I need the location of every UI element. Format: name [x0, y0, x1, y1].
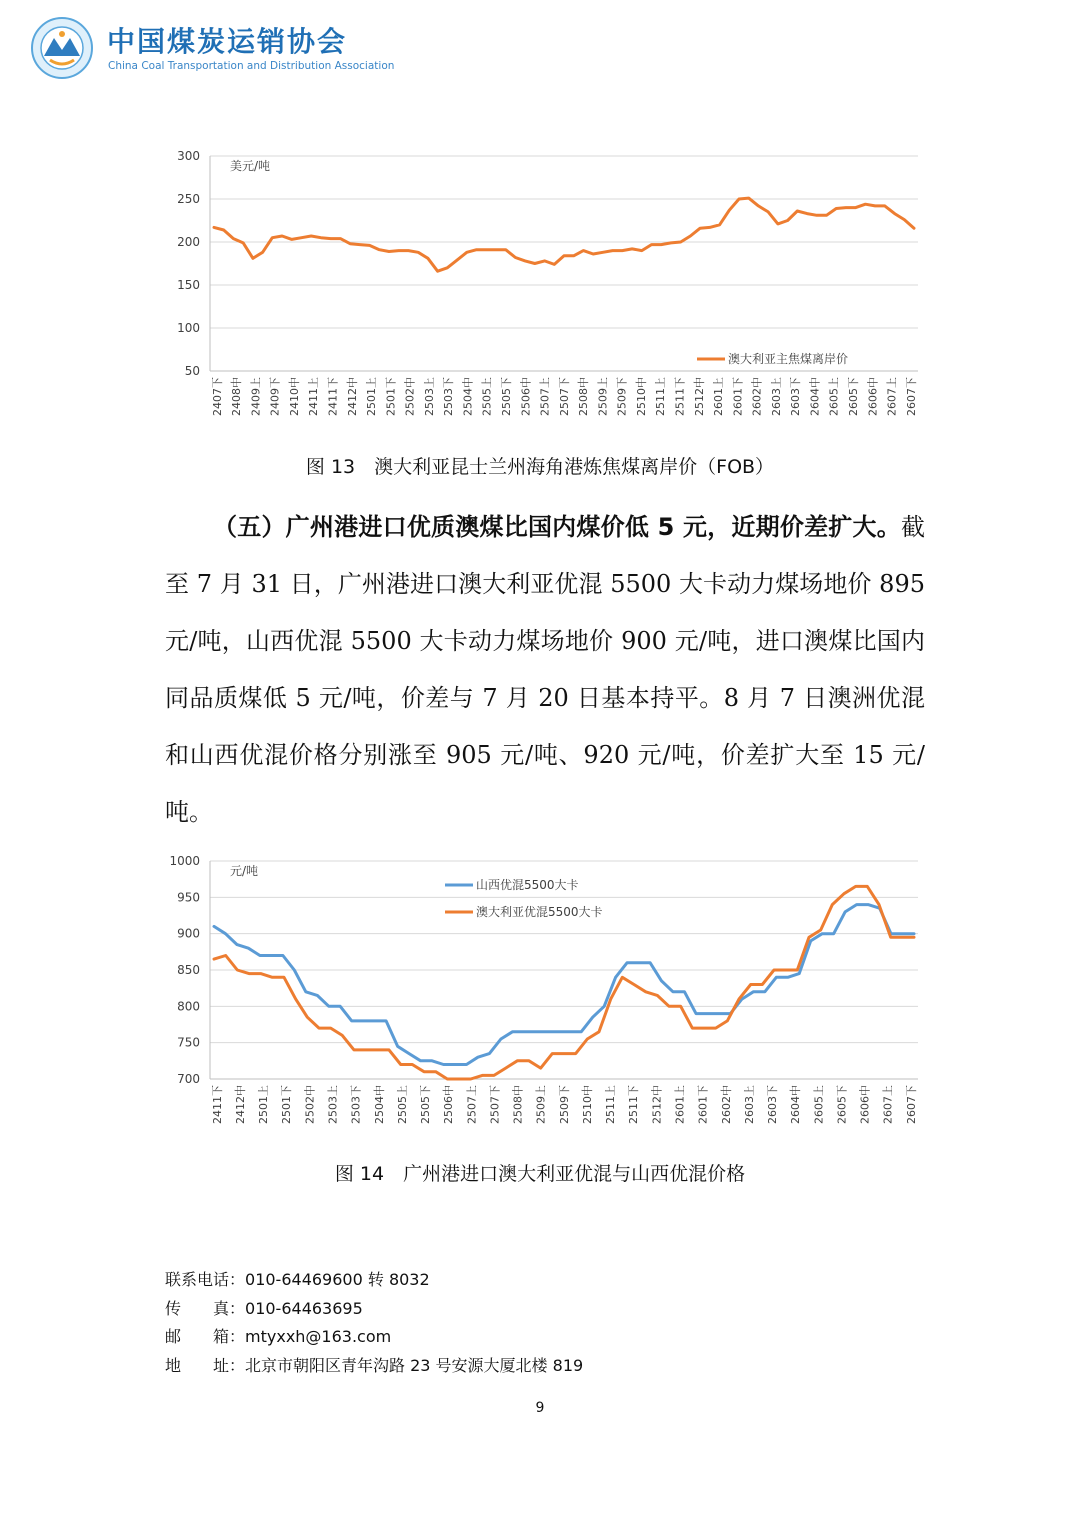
fig13-x-tick-label: 2504中 — [461, 377, 475, 416]
fig14-x-tick-label: 2607上 — [881, 1085, 895, 1124]
fig13-y-tick-label: 100 — [177, 321, 200, 335]
fig13-x-tick-label: 2506中 — [519, 377, 533, 416]
contact-address-row — [165, 1352, 583, 1381]
fig14-x-tick-label: 2607下 — [904, 1085, 918, 1124]
contact-fax: 010-64463695 — [245, 1298, 363, 1318]
fig13-y-tick-label: 300 — [177, 149, 200, 163]
fig13-x-tick-label: 2507下 — [557, 377, 571, 416]
fig13-x-tick-label: 2601上 — [712, 377, 726, 416]
fig14-y-tick-label: 950 — [177, 890, 200, 905]
contact-email-label: 邮 箱： — [165, 1327, 246, 1346]
fig13-y-tick-label: 250 — [177, 192, 200, 206]
caption-fig13: 图 13 澳大利亚昆士兰州海角港炼焦煤离岸价（FOB） — [305, 456, 775, 478]
contact-info — [165, 1266, 583, 1380]
fig13-x-tick-label: 2511上 — [654, 377, 668, 417]
org-name-cn: 中国煤炭运销协会 — [107, 25, 348, 58]
fig13-y-tick-label: 50 — [184, 364, 200, 378]
fig14-x-tick-label: 2502中 — [303, 1085, 317, 1124]
fig13-x-tick-label: 2507上 — [538, 377, 552, 416]
fig14-x-tick-label: 2501下 — [280, 1085, 294, 1124]
fig13-x-tick-label: 2409上 — [249, 377, 263, 416]
fig13-x-tick-label: 2505上 — [480, 377, 494, 416]
fig13-x-tick-label: 2603下 — [789, 377, 803, 416]
fig13-x-tick-label: 2512中 — [692, 377, 706, 416]
fig14-y-tick-label: 850 — [177, 963, 200, 977]
contact-email[interactable]: mtyxxh@163.com — [245, 1327, 392, 1346]
fig14-x-tick-label: 2506中 — [442, 1085, 456, 1124]
fig13-x-tick-label: 2411下 — [326, 377, 340, 416]
fig14-x-tick-label: 2509上 — [534, 1085, 548, 1124]
fig14-x-tick-label: 2505上 — [395, 1085, 409, 1124]
contact-address-label: 地 址： — [165, 1355, 246, 1375]
contact-phone: 010-64469600 转 8032 — [245, 1270, 430, 1289]
fig14-x-tick-label: 2601上 — [673, 1085, 687, 1124]
association-logo — [26, 16, 98, 80]
fig13-x-tick-label: 2607上 — [885, 377, 899, 416]
section-body: 截至 7 月 31 日，广州港进口澳大利亚优混 5500 大卡动力煤场地价 895 元/吨，山西优混 5500 大卡动力煤场地价 900 元/吨，进口澳煤比国内同品质煤低 5 元/吨，价差与 7 月 20 日基本持平。8 月 7 日澳洲优混和山西优混价格分别涨至 905 元/吨、920 元/吨，价差扩大至 15 元/吨。 — [165, 513, 925, 826]
fig14-y-tick-label: 700 — [177, 1072, 200, 1086]
caption-fig14: 图 14 广州港进口澳大利亚优混与山西优混价格 — [334, 1163, 746, 1185]
fig13-x-tick-label: 2505下 — [500, 377, 514, 416]
fig14-series-line-1 — [214, 905, 914, 1065]
fig13-x-tick-label: 2509上 — [596, 377, 610, 416]
fig13-x-tick-label: 2511下 — [673, 377, 687, 416]
fig13-y-tick-label: 150 — [177, 278, 200, 292]
fig13-x-tick-label: 2411上 — [307, 377, 321, 416]
fig13-x-tick-label: 2509下 — [615, 377, 629, 416]
fig13-x-tick-label: 2602中 — [750, 377, 764, 416]
chart-fig13 — [160, 140, 930, 430]
fig14-x-tick-label: 2601下 — [696, 1085, 710, 1124]
fig13-y-tick-label: 200 — [177, 235, 200, 249]
fig14-y-unit-label: 元/吨 — [230, 864, 259, 878]
fig14-x-tick-label: 2504中 — [372, 1085, 386, 1124]
fig14-y-tick-label: 1000 — [169, 854, 200, 868]
fig14-x-tick-label: 2507上 — [465, 1085, 479, 1124]
fig14-x-tick-label: 2605上 — [812, 1085, 826, 1124]
fig14-legend-label-1: 山西优混5500大卡 — [476, 878, 579, 892]
fig14-x-tick-label: 2411下 — [210, 1085, 224, 1124]
fig14-x-tick-label: 2503上 — [326, 1085, 340, 1124]
fig14-x-tick-label: 2505下 — [419, 1085, 433, 1124]
fig13-x-tick-label: 2606中 — [866, 377, 880, 416]
contact-phone-row — [165, 1266, 583, 1295]
fig14-x-tick-label: 2606中 — [858, 1085, 872, 1124]
fig13-y-unit-label: 美元/吨 — [230, 159, 271, 173]
fig13-x-tick-label: 2503上 — [422, 377, 436, 416]
fig14-x-tick-label: 2501上 — [257, 1085, 271, 1124]
fig13-x-tick-label: 2407下 — [210, 377, 224, 416]
fig14-x-tick-label: 2605下 — [835, 1085, 849, 1124]
fig14-x-tick-label: 2503下 — [349, 1085, 363, 1124]
fig13-x-tick-label: 2501下 — [384, 377, 398, 416]
fig13-x-tick-label: 2501上 — [365, 377, 379, 416]
fig14-x-tick-label: 2507下 — [488, 1085, 502, 1124]
fig14-legend-label-2: 澳大利亚优混5500大卡 — [476, 905, 603, 919]
contact-phone-label: 联系电话： — [165, 1270, 246, 1289]
fig13-x-tick-label: 2605上 — [827, 377, 841, 416]
fig14-x-tick-label: 2511上 — [604, 1085, 618, 1124]
fig13-x-tick-label: 2607下 — [904, 377, 918, 416]
fig13-x-tick-label: 2409下 — [268, 377, 282, 416]
fig13-x-tick-label: 2604中 — [808, 377, 822, 416]
fig13-x-tick-label: 2508中 — [577, 377, 591, 416]
fig13-x-tick-label: 2410中 — [287, 377, 301, 416]
contact-address: 北京市朝阳区青年沟路 23 号安源大厦北楼 819 — [245, 1355, 584, 1375]
fig13-x-tick-label: 2503下 — [442, 377, 456, 416]
fig14-x-tick-label: 2510中 — [580, 1085, 594, 1124]
fig14-x-tick-label: 2604中 — [789, 1085, 803, 1124]
fig13-x-tick-label: 2412中 — [345, 377, 359, 416]
page-number: 9 — [535, 1400, 545, 1416]
fig14-y-tick-label: 900 — [177, 926, 200, 941]
contact-fax-row — [165, 1295, 583, 1324]
section-heading: （五）广州港进口优质澳煤比国内煤价低 5 元，近期价差扩大。 — [213, 513, 901, 541]
fig14-x-tick-label: 2603上 — [742, 1085, 756, 1124]
fig13-x-tick-label: 2601下 — [731, 377, 745, 416]
fig14-x-tick-label: 2509下 — [557, 1085, 571, 1124]
fig13-x-tick-label: 2510中 — [634, 376, 648, 416]
fig13-series-line-1 — [214, 198, 914, 271]
fig13-legend-label-1: 澳大利亚主焦煤离岸价 — [728, 352, 849, 366]
fig13-x-tick-label: 2408中 — [230, 377, 244, 416]
fig13-x-tick-label: 2502中 — [403, 377, 417, 416]
fig14-x-tick-label: 2412中 — [233, 1085, 247, 1124]
chart-fig14 — [160, 850, 930, 1135]
chart-fig14-svg — [160, 850, 930, 1135]
fig14-x-tick-label: 2508中 — [511, 1085, 525, 1124]
section-text — [165, 499, 925, 841]
contact-email-row — [165, 1323, 583, 1352]
fig14-x-tick-label: 2602中 — [719, 1085, 733, 1124]
fig14-y-tick-label: 800 — [177, 999, 200, 1014]
contact-fax-label: 传 真： — [165, 1298, 246, 1318]
fig13-x-tick-label: 2603上 — [769, 377, 783, 416]
fig14-x-tick-label: 2511下 — [627, 1085, 641, 1124]
fig14-y-tick-label: 750 — [177, 1035, 200, 1050]
chart-fig13-svg — [160, 140, 930, 430]
org-name-en: China Coal Transportation and Distribution Association — [108, 60, 395, 72]
fig14-x-tick-label: 2603下 — [766, 1085, 780, 1124]
fig14-x-tick-label: 2512中 — [650, 1085, 664, 1124]
fig13-x-tick-label: 2605下 — [847, 377, 861, 416]
